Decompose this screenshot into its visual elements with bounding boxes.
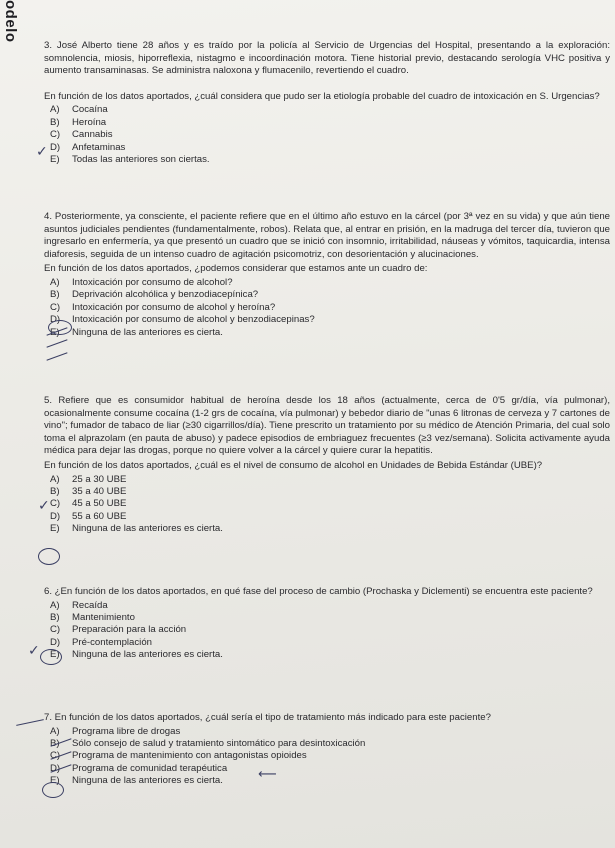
option-b[interactable] xyxy=(44,117,610,129)
option-letter: D) xyxy=(50,314,61,326)
option-list xyxy=(44,726,610,788)
option-letter: B) xyxy=(50,289,60,301)
option-c[interactable] xyxy=(44,624,610,636)
option-list xyxy=(44,104,610,166)
option-c[interactable] xyxy=(44,498,610,510)
option-text: Deprivación alcohólica y benzodiacepínica? xyxy=(72,289,259,301)
option-text: Intoxicación por consumo de alcohol y heroína? xyxy=(72,301,276,313)
option-text: Ninguna de las anteriores es cierta. xyxy=(72,649,223,661)
option-letter: E) xyxy=(50,649,60,661)
option-letter: E) xyxy=(50,153,60,165)
option-text: Heroína xyxy=(72,116,107,128)
pen-strike-mark xyxy=(46,352,67,360)
option-letter: B) xyxy=(50,737,60,749)
option-letter: B) xyxy=(50,116,60,128)
option-text: Ninguna de las anteriores es cierta. xyxy=(72,326,223,338)
edge-label: odelo xyxy=(2,0,19,43)
option-letter: A) xyxy=(50,725,60,737)
option-e[interactable] xyxy=(44,154,610,166)
pen-check-mark: ✓ xyxy=(38,498,50,514)
option-letter: C) xyxy=(50,129,61,141)
option-text: Pré-contemplación xyxy=(72,636,152,648)
option-letter: E) xyxy=(50,326,60,338)
pen-circle-mark xyxy=(38,548,60,565)
option-text: Recaída xyxy=(72,599,108,611)
question-5 xyxy=(44,395,610,536)
option-list xyxy=(44,277,610,339)
option-letter: C) xyxy=(50,498,61,510)
question-stem: 4. Posteriormente, ya consciente, el paciente refiere que en el último año estuvo en la cárcel (por 3ª vez en su vida) y que aún tiene asuntos judiciales pendientes (fundamentalmente, robos). Relata que, al entrar en prisión, en la madruga del tercer día, tuvieron que ingresarlo en enfermería, ya que presentó un cuadro que se inició con insomnio, irritabilidad, náuseas y vómitos, taquicardia, intensa diaforesis, seguida de un intenso cuadro de agitación psicomotriz, con desorientación y alucinaciones. xyxy=(44,211,610,260)
option-text: Ninguna de las anteriores es cierta. xyxy=(72,775,223,787)
option-b[interactable] xyxy=(44,486,610,498)
option-text: 25 a 30 UBE xyxy=(72,473,127,485)
option-e[interactable] xyxy=(44,649,610,661)
question-6 xyxy=(44,586,610,662)
question-prompt: En función de los datos aportados, ¿cuál es el nivel de consumo de alcohol en Unidades de Bebida Estándar (UBE)? xyxy=(44,459,543,471)
question-stem: 3. José Alberto tiene 28 años y es traído por la policía al Servicio de Urgencias del Hospital, presentando a la exploración: somnolencia, miosis, hiporreflexia, nistagmo e incoordinación motora. Tiene historial previo, destacando serología VHC positiva y aumento transaminasas. Se administra naloxona y flumacenilo, revertiendo el cuadro. xyxy=(44,40,610,77)
option-list xyxy=(44,474,610,536)
pen-strike-mark xyxy=(46,339,67,347)
option-text: Programa de mantenimiento con antagonistas opioides xyxy=(72,750,307,762)
option-c[interactable] xyxy=(44,129,610,141)
option-letter: A) xyxy=(50,473,60,485)
option-e[interactable] xyxy=(44,775,610,787)
option-c[interactable] xyxy=(44,302,610,314)
option-b[interactable] xyxy=(44,289,610,301)
option-text: 35 a 40 UBE xyxy=(72,485,127,497)
option-e[interactable] xyxy=(44,523,610,535)
option-text: Intoxicación por consumo de alcohol? xyxy=(72,276,233,288)
option-a[interactable] xyxy=(44,600,610,612)
option-letter: C) xyxy=(50,750,61,762)
option-letter: D) xyxy=(50,141,61,153)
question-4 xyxy=(44,211,610,339)
option-d[interactable] xyxy=(44,511,610,523)
option-text: Anfetaminas xyxy=(72,141,126,153)
option-letter: C) xyxy=(50,301,61,313)
question-7 xyxy=(44,712,610,788)
option-d[interactable] xyxy=(44,314,610,326)
option-a[interactable] xyxy=(44,474,610,486)
option-letter: B) xyxy=(50,611,60,623)
option-text: Cannabis xyxy=(72,129,113,141)
option-text: Sólo consejo de salud y tratamiento sintomático para desintoxicación xyxy=(72,737,366,749)
option-letter: E) xyxy=(50,523,60,535)
option-letter: E) xyxy=(50,775,60,787)
option-d[interactable] xyxy=(44,142,610,154)
option-text: Preparación para la acción xyxy=(72,624,187,636)
option-text: Todas las anteriores son ciertas. xyxy=(72,153,210,165)
option-list xyxy=(44,600,610,662)
pen-arrow-mark: ⟵ xyxy=(258,767,277,782)
option-b[interactable] xyxy=(44,612,610,624)
option-text: Ninguna de las anteriores es cierta. xyxy=(72,523,223,535)
pen-check-mark: ✓ xyxy=(28,643,40,659)
option-letter: A) xyxy=(50,599,60,611)
pen-check-mark: ✓ xyxy=(36,144,48,160)
question-stem: 7. En función de los datos aportados, ¿cuál sería el tipo de tratamiento más indicado para este paciente? xyxy=(44,712,491,723)
option-text: Cocaína xyxy=(72,104,108,116)
option-letter: D) xyxy=(50,510,61,522)
option-text: Programa de comunidad terapéutica xyxy=(72,762,228,774)
option-text: 55 a 60 UBE xyxy=(72,510,127,522)
option-c[interactable] xyxy=(44,750,610,762)
question-stem: 5. Refiere que es consumidor habitual de heroína desde los 18 años (actualmente, cerca de 0'5 gr/día, vía pulmonar), ocasionalmente consume cocaína (1-2 grs de cocaína, vía pulmonar) y bebedor diario de "unas 6 litronas de cerveza y 7 cartones de vino"; fumador de tabaco de liar (≥30 cigarrillos/día). Tiene prescrito un tratamiento por su médico de Atención Primaria, del cual solo toma el alprazolam (en pauta de abuso) y padece episodios de embriaguez frecuentes (≥3 vez/semana). Solicita activamente ayuda médica para dejar las drogas, porque no quiere volver a la cárcel y quiere curar la hepatitis. xyxy=(44,395,610,457)
question-3 xyxy=(44,40,610,166)
option-letter: C) xyxy=(50,624,61,636)
option-a[interactable] xyxy=(44,104,610,116)
option-d[interactable] xyxy=(44,637,610,649)
option-text: Programa libre de drogas xyxy=(72,725,181,737)
option-a[interactable] xyxy=(44,726,610,738)
question-prompt: En función de los datos aportados, ¿podemos considerar que estamos ante un cuadro de: xyxy=(44,263,428,275)
option-text: Mantenimiento xyxy=(72,611,135,623)
option-letter: B) xyxy=(50,485,60,497)
question-prompt: En función de los datos aportados, ¿cuál considera que pudo ser la etiología probable del cuadro de intoxicación en S. Urgencias? xyxy=(44,90,600,102)
pen-arrow-mark xyxy=(16,719,44,726)
option-e[interactable] xyxy=(44,327,610,339)
option-letter: A) xyxy=(50,104,60,116)
option-d[interactable] xyxy=(44,763,610,775)
option-letter: D) xyxy=(50,762,61,774)
option-letter: A) xyxy=(50,276,60,288)
option-text: 45 a 50 UBE xyxy=(72,498,127,510)
option-text: Intoxicación por consumo de alcohol y benzodiacepinas? xyxy=(72,314,315,326)
option-b[interactable] xyxy=(44,738,610,750)
option-letter: D) xyxy=(50,636,61,648)
option-a[interactable] xyxy=(44,277,610,289)
question-stem: 6. ¿En función de los datos aportados, en qué fase del proceso de cambio (Prochaska y Diclementi) se encuentra este paciente? xyxy=(44,586,593,597)
